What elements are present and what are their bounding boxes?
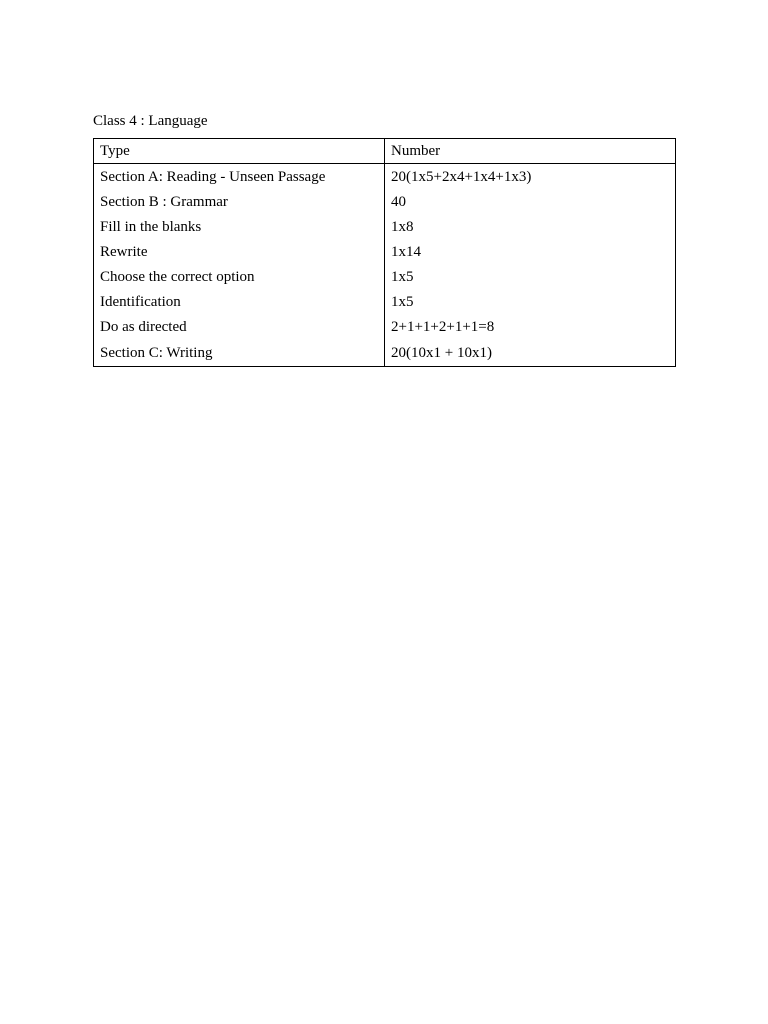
cell-type: Identification	[94, 289, 385, 314]
table-row	[94, 264, 676, 289]
cell-number: 1x14	[385, 239, 676, 264]
cell-number: 20(10x1 + 10x1)	[385, 339, 676, 367]
table-row	[94, 164, 676, 190]
cell-type: Do as directed	[94, 314, 385, 339]
cell-number: 1x8	[385, 214, 676, 239]
cell-type: Section B : Grammar	[94, 189, 385, 214]
table-row	[94, 214, 676, 239]
cell-number: 1x5	[385, 264, 676, 289]
cell-type: Section C: Writing	[94, 339, 385, 367]
table-row	[94, 189, 676, 214]
cell-number: 20(1x5+2x4+1x4+1x3)	[385, 164, 676, 190]
column-header-number: Number	[385, 139, 676, 164]
document-heading: Class 4 : Language	[93, 113, 208, 129]
cell-number: 2+1+1+2+1+1=8	[385, 314, 676, 339]
table-row	[94, 289, 676, 314]
table-header-row	[94, 139, 676, 164]
cell-type: Choose the correct option	[94, 264, 385, 289]
table-row	[94, 339, 676, 367]
cell-type: Rewrite	[94, 239, 385, 264]
cell-type: Fill in the blanks	[94, 214, 385, 239]
cell-number: 1x5	[385, 289, 676, 314]
column-header-type: Type	[94, 139, 385, 164]
cell-number: 40	[385, 189, 676, 214]
table-row	[94, 314, 676, 339]
marks-table	[93, 138, 676, 367]
table-row	[94, 239, 676, 264]
cell-type: Section A: Reading - Unseen Passage	[94, 164, 385, 190]
